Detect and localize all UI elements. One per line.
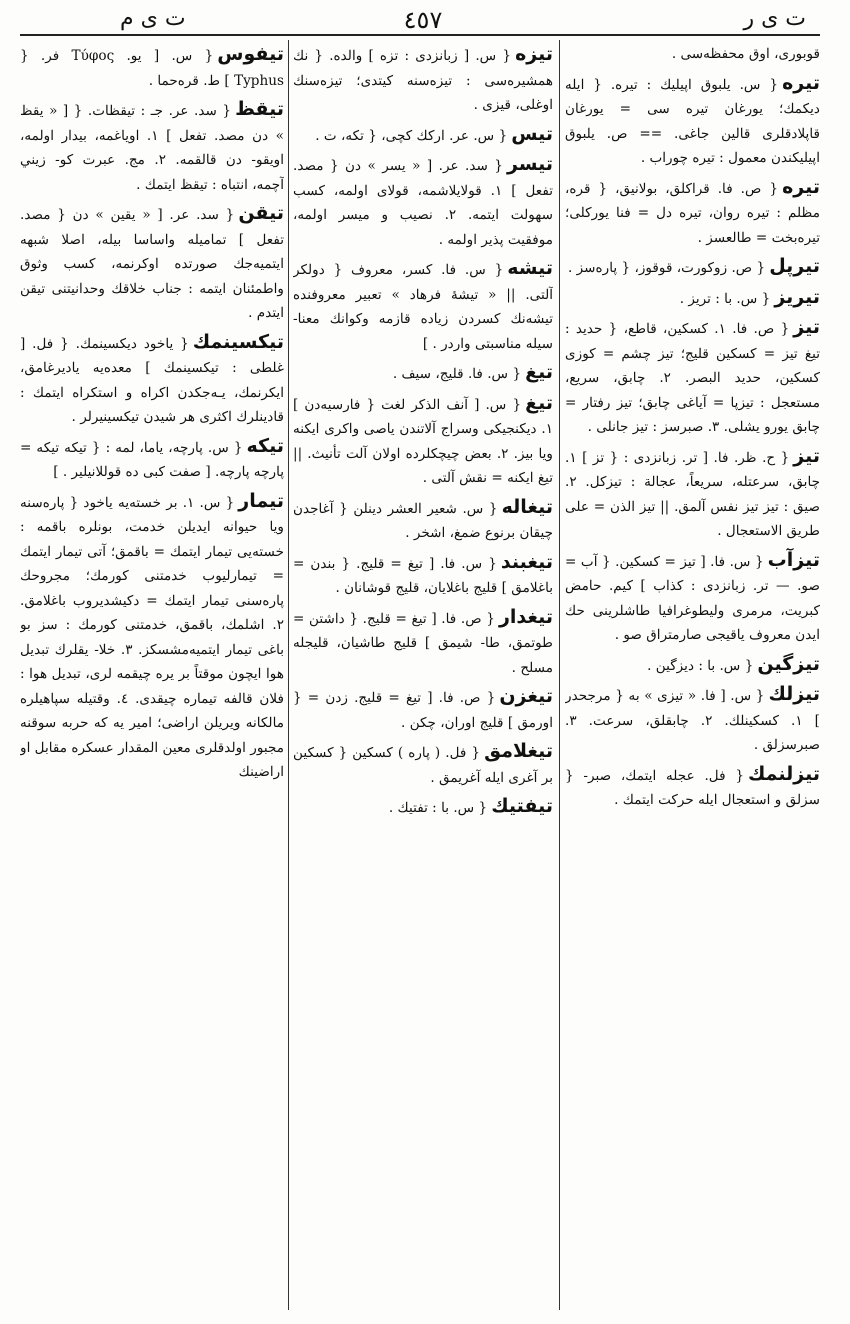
dictionary-entry — [565, 71, 820, 171]
entry-definition: { س. فا. قليج، سيف . — [392, 366, 522, 382]
entry-headword: تیفوس — [217, 43, 284, 65]
entry-headword: تیره — [782, 71, 820, 94]
entry-definition: { ص. فا. قراكلق، بولانيق، { قره، مظلم : تيره روان، تيره دل = فنا يوركلى؛ تيره‌بخت = طالعسز . — [565, 180, 820, 246]
entry-definition: { س. با : تريز . — [679, 290, 771, 307]
entry-definition: { فل. ( پاره ) كسكين { كسكين بر آغرى ايله آغريمق . — [293, 745, 553, 786]
entry-headword: تیریز — [774, 285, 820, 308]
dictionary-entry — [293, 739, 553, 790]
dictionary-entry — [20, 434, 284, 485]
entry-definition: { ص. فا. [ تيغ = قليج. { داشتن = طوتمق، طا- شيمق ] قليج طاشيان، قليجله مسلح . — [293, 610, 553, 676]
entry-headword: تیرپل — [769, 255, 820, 277]
entry-headword: تیفتیك — [491, 795, 553, 817]
dictionary-entry — [20, 201, 284, 326]
dictionary-entry — [565, 548, 820, 648]
entry-definition: { سد. عر. [ « يسر » دن { مصد. تفعل ] ١. قولايلاشمه، قولاى اولمه، كسب سهولت ايتمه. ٢. نصيب و ميسر اولمه، موفقيت پذير اولمه . — [293, 158, 553, 248]
entry-definition: { س. [ يو. Tύφος فر. { Typhus ] ط. قره‌حما . — [20, 48, 284, 89]
dictionary-entry — [293, 152, 553, 252]
entry-definition: قوبورى، اوق محفظه‌سى . — [671, 46, 820, 62]
entry-headword: تیغزن — [499, 685, 553, 707]
column-divider-1 — [559, 40, 560, 1310]
entry-definition: { سد. عر. [ « يقين » دن { مصد. تفعل ] تماميله واساسا بيله، اصلا شبهه ايتميه‌جك صورتده اوكرنمه، كسب وثوق واطمئنان ايتمه : جناب خلاقك وحدانيتنى تيقن ايتدم . — [20, 207, 284, 321]
entry-headword: تیکه — [246, 434, 284, 457]
dictionary-entry — [565, 254, 820, 281]
entry-headword: تیز — [793, 444, 820, 467]
entry-headword: تیغلامق — [484, 740, 553, 762]
entry-headword: تیسر — [506, 153, 553, 175]
dictionary-entry — [293, 550, 553, 601]
entry-definition: { س. [ آنف الذكر لغت { فارسيه‌دن ] ١. ديكنجيكى وسراج آلاتندن ياصى واكرى ايكنه ويا بيز. ٢. بعض چيچكلرده اولان آلت تأنيث. || تيغ ايكنه = نقش آلتى . — [293, 396, 553, 486]
dictionary-entry — [565, 762, 820, 813]
entry-definition: { سد. عر. جـ : تيقظات. { [ « يقظ » دن مصد. تفعل ] ١. اوياغمه، بيدار اولمه، اويقو- دن قالقمه. ٢. مج. عبرت كو- زيني آچمه، انتباه : تيقظ ايتمك . — [20, 103, 284, 193]
running-head-left: ت ى م — [120, 6, 186, 31]
dictionary-entry — [293, 605, 553, 681]
entry-headword: تیزلنمك — [747, 762, 820, 785]
entry-headword: تیزه — [515, 43, 553, 65]
dictionary-entry — [293, 42, 553, 118]
entry-definition: { س. ١. بر خسته‌يه ياخود { پاره‌سنه ويا حيوانه ايديلن خدمت، بونلره باقمه : خسته‌يى تيمار ايتمك = باقمق؛ آتى تيمار ايتمك = تيمارليوب خدمتنى كورمك؛ مجروحك پاره‌سنى تيمار ايتمك = دكيشديروب باغلامق. ٢. اشلمك، باقمق، خدمتنى كورمك : سز بو باغى تيمار ايتميه‌مشسكز. ٣. خلا- يقلرك تبديل هوا ايچون موقتاً بر يره چيقمه لرى، تبديل هوا : فلان قالفه تيماره چيقدى. ٤. وقتيله سپاهيلره مالكانه ويريلن اراضى؛ امير يه كه حربه سوقنه مجبور اولدقلرى معين المقدار عسكره مقابل او اراضينك — [20, 494, 284, 780]
entry-definition: { ياخود ديكسينمك. { فل. [ غلطى : تيكسينمك ] معده‌يه ياديرغامق، ايكرنمك، يـه‌جكدن اكراه و استكراه ايتمك : قادينلرك اكثرى هر شيدن تيكسينيرلر . — [20, 335, 284, 425]
dictionary-entry — [20, 489, 284, 785]
column-right — [565, 42, 820, 1307]
column-middle — [293, 42, 553, 1307]
entry-definition: { س. يلبوق اپيليك : تيره. { ايله ديكمك؛ يورغان تيره سى = يورغان قاپلادقلرى قالين جاغى. == ص. يلبوق اپيليكندن معمول : تيره چوراب . — [565, 76, 820, 166]
dictionary-entry — [293, 684, 553, 735]
dictionary-entry — [293, 256, 553, 356]
entry-headword: تیغبند — [500, 550, 553, 573]
entry-definition: { س. با : تفتيك . — [388, 800, 488, 816]
dictionary-entry — [565, 315, 820, 440]
dictionary-entry — [20, 330, 284, 430]
entry-definition: { س. فا. [ تيز = كسكين. { آب = صو. — تر. زبانزدى : كذاب ] كيم. حامض كبريت، مرمرى وليطوغرافيا طاشلرينى حك ايدن معروف ياقيجى صارمتراق صو . — [565, 553, 820, 643]
dictionary-entry — [20, 42, 284, 93]
column-left — [20, 42, 284, 1307]
dictionary-entry — [565, 682, 820, 758]
dictionary-entry — [293, 495, 553, 546]
dictionary-entry — [293, 391, 553, 491]
entry-headword: تیس — [511, 122, 553, 145]
page-header — [28, 4, 818, 34]
dictionary-entry — [293, 794, 553, 821]
dictionary-entry — [565, 175, 820, 251]
entry-definition: { س. [ فا. « تيزى » به { مرجحدر ] ١. كسكينلك. ٢. چابقلق، سرعت. ٣. صبرسزلق . — [565, 688, 820, 753]
dictionary-entry — [565, 652, 820, 679]
entry-headword: تیمار — [238, 489, 284, 512]
entry-headword: تیز — [793, 316, 820, 338]
entry-definition: { ص. فا. ١. كسكين، قاطع، { حديد : تيغ تيز = كسكين قليج؛ تيز چشم = كوزى كسكين، حديد البصر. ٢. چابق، سريع، مستعجل : تيزپا = آياغى چابق؛ تيز رفتار = چابق يورو يشلى. ٣. صبرسز : تيز جانلى . — [565, 321, 820, 435]
dictionary-entry — [565, 444, 820, 544]
entry-definition: { س. با : ديزگين . — [647, 657, 754, 674]
entry-definition: { س. [ زبانزدى : تزه ] والده. { نك همشيره‌سى : تيزه‌سنه كيتدى؛ تيزه‌سنك اوغلى، قيزى . — [293, 48, 553, 113]
column-divider-2 — [288, 40, 289, 1310]
entry-headword: تیقظ — [235, 98, 284, 120]
entry-headword: تیکسینمك — [192, 330, 284, 353]
entry-definition: { س. عر. اركك كچى، { تكه، ت . — [315, 127, 508, 144]
dictionary-entry — [20, 97, 284, 197]
entry-definition: { س. شعير العشر دينلن { آغاجدن چيقان برنوع ضمغ، اشخر . — [293, 500, 553, 541]
dictionary-entry — [565, 285, 820, 312]
entry-definition: { س. فا. [ تيغ = قليج. { بندن = باغلامق ] قليج باغلايان، قليج قوشانان . — [293, 555, 553, 596]
entry-headword: تیغدار — [498, 605, 553, 628]
entry-headword: تیره — [782, 175, 820, 198]
entry-headword: تیزگین — [757, 652, 820, 675]
entry-definition: { س. فا. كسر، معروف { دولكر آلتى. || « تيشهٔ فرهاد » تعبير معروفنده تيشه‌نك كسردن زياده قازمه وكوانك معنا- سيله مناسبتى واردر . ] — [293, 262, 553, 352]
entry-headword: تیقن — [238, 202, 284, 224]
running-head-right: ت ى ر — [743, 6, 806, 31]
entry-definition: { ص. فا. [ تيغ = قليج. زدن = { اورمق ] قليج اوران، چكن . — [293, 690, 553, 731]
entry-headword: تیغ — [525, 361, 553, 383]
entry-definition: { فل. عجله ايتمك، صبر- { سزلق و استعجال ايله حركت ايتمك . — [565, 767, 820, 808]
entry-headword: تیغ — [525, 391, 553, 414]
entry-definition: { ح. ظر. فا. [ تر. زبانزدى : { تز ] ١. چابق، سرعتله، سريعاً، عجالة : تيزكل. ٢. صيق : تيز تيز نفس آلمق. || تيز الذن = على طريق الاستعجال . — [565, 449, 820, 539]
entry-headword: تیشه — [507, 257, 553, 279]
entry-headword: تیغاله — [501, 495, 553, 518]
dictionary-entry — [293, 122, 553, 149]
entry-headword: تیزآب — [767, 548, 820, 571]
dictionary-entry — [293, 360, 553, 387]
entry-definition: { س. پارچه، ياما، لمه : { تيكه تيكه = پارچه پارچه. [ صفت كبى ده قوللانيلير . ] — [20, 439, 284, 480]
entry-headword: تیزلك — [768, 683, 820, 705]
page-number: ٤٥٧ — [403, 6, 443, 34]
header-rule — [20, 34, 820, 36]
dictionary-entry — [565, 42, 820, 67]
entry-definition: { ص. زوكورت، قوقوز، { پاره‌سز . — [568, 260, 766, 276]
